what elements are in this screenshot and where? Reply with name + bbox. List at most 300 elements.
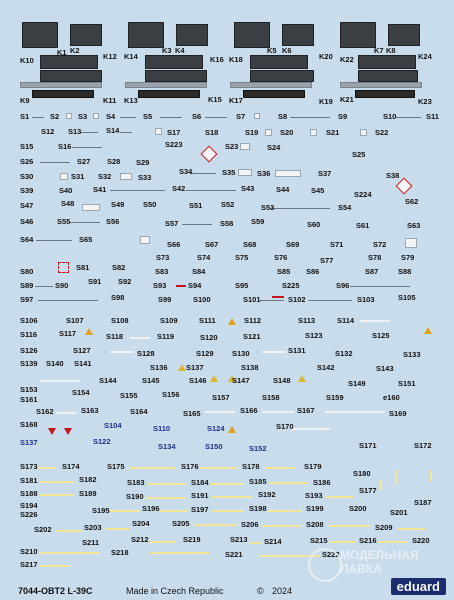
decal-number-label: S13	[68, 127, 82, 136]
decal-number-label: S47	[20, 201, 34, 210]
decal-number-label: S118	[106, 332, 124, 341]
white-stencil	[110, 351, 134, 353]
caution-triangle	[178, 364, 186, 371]
decal-number-label: S6	[192, 112, 202, 121]
decal-number-label: S83	[155, 267, 169, 276]
decal-number-label: K1	[57, 48, 67, 57]
decal-number-label: S122	[93, 437, 111, 446]
decal-number-label: S54	[338, 203, 352, 212]
decal-number-label: S78	[368, 253, 382, 262]
decal-number-label: S158	[262, 393, 280, 402]
decal-number-label: S68	[243, 240, 257, 249]
decal-number-label: S217	[20, 560, 38, 569]
decal-number-label: S129	[196, 349, 214, 358]
decal-square	[405, 238, 417, 248]
decal-number-label: S200	[349, 504, 367, 513]
decal-number-label: S180	[353, 469, 371, 478]
decal-number-label: S96	[336, 281, 350, 290]
decal-number-label: S117	[59, 329, 77, 338]
decal-square	[265, 129, 272, 136]
white-stencil	[130, 337, 150, 339]
decal-number-label: K21	[340, 95, 354, 104]
console-block	[32, 90, 94, 98]
red-arrow-decal	[48, 428, 56, 435]
side-console-k14	[145, 55, 203, 69]
yellow-stencil	[378, 541, 408, 543]
decal-number-label: S109	[160, 316, 178, 325]
caution-triangle	[228, 318, 236, 325]
decal-number-label: S204	[132, 519, 150, 528]
decal-number-label: S41	[93, 185, 107, 194]
side-console-k18	[250, 55, 308, 69]
decal-number-label: S102	[288, 295, 306, 304]
decal-number-label: S90	[55, 281, 69, 290]
white-stencil	[262, 411, 294, 413]
stencil-line	[186, 190, 236, 191]
decal-number-label: S154	[72, 388, 90, 397]
yellow-stencil	[200, 467, 238, 469]
decal-number-label: S63	[407, 221, 421, 230]
white-stencil	[325, 411, 385, 413]
side-console-k10	[40, 55, 98, 69]
console-block	[355, 90, 415, 98]
yellow-stencil	[40, 481, 74, 483]
decal-number-label: S84	[192, 267, 206, 276]
decal-number-label: S157	[212, 393, 230, 402]
yellow-stencil	[326, 496, 354, 498]
decal-number-label: S110	[153, 424, 171, 433]
decal-number-label: S151	[398, 379, 416, 388]
yellow-stencil	[268, 510, 302, 512]
yellow-stencil	[160, 510, 188, 512]
white-stencil	[360, 320, 390, 322]
yellow-stencil	[38, 467, 56, 469]
decal-number-label: S106	[20, 316, 38, 325]
decal-number-label: S169	[389, 409, 407, 418]
decal-number-label: S8	[278, 112, 288, 121]
decal-number-label: S192	[258, 490, 276, 499]
decal-number-label: S189	[79, 489, 97, 498]
decal-number-label: S85	[277, 267, 291, 276]
yellow-stencil	[395, 470, 397, 484]
yellow-stencil	[212, 510, 244, 512]
copyright-symbol: ©	[257, 586, 264, 596]
decal-number-label: S223	[165, 140, 183, 149]
decal-number-label: S163	[81, 406, 99, 415]
decal-number-label: S177	[359, 486, 377, 495]
decal-number-label: S67	[205, 240, 219, 249]
white-stencil	[290, 428, 330, 430]
decal-number-label: S100	[193, 295, 211, 304]
caution-triangle	[228, 426, 236, 433]
yellow-stencil	[250, 542, 262, 544]
decal-number-label: S171	[359, 441, 377, 450]
yellow-stencil	[56, 530, 82, 532]
white-stencil	[56, 412, 76, 414]
decal-number-label: S128	[137, 349, 155, 358]
decal-number-label: S111	[199, 316, 216, 325]
decal-square	[82, 204, 100, 211]
instrument-panel-k2	[70, 24, 102, 46]
decal-number-label: S219	[183, 535, 201, 544]
caution-triangle	[298, 375, 306, 382]
decal-number-label: S199	[306, 504, 324, 513]
caution-triangle	[85, 328, 93, 335]
decal-number-label: S121	[243, 332, 261, 341]
decal-number-label: S201	[390, 508, 408, 517]
decal-number-label: S20	[280, 128, 294, 137]
decal-number-label: K10	[20, 56, 34, 65]
stencil-line	[36, 240, 72, 241]
stencil-line	[38, 300, 98, 301]
yellow-stencil	[40, 565, 70, 567]
decal-number-label: K12	[103, 52, 117, 61]
console-strip	[340, 82, 422, 88]
decal-number-label: S43	[241, 184, 255, 193]
decal-number-label: K19	[319, 97, 333, 106]
red-stripe	[176, 285, 186, 287]
decal-number-label: S57	[165, 219, 179, 228]
yellow-stencil	[194, 524, 238, 526]
decal-number-label: S142	[317, 363, 335, 372]
decal-number-label: K16	[210, 55, 224, 64]
yellow-stencil	[110, 510, 140, 512]
decal-number-label: S24	[267, 143, 281, 152]
eduard-logo: eduard	[391, 578, 446, 595]
decal-number-label: S124	[207, 424, 225, 433]
decal-number-label: S178	[242, 462, 260, 471]
decal-number-label: S86	[306, 267, 320, 276]
decal-number-label: K15	[208, 95, 222, 104]
decal-number-label: S221	[225, 550, 243, 559]
decal-number-label: S137	[20, 438, 38, 447]
decal-number-label: S136	[150, 363, 168, 372]
decal-number-label: S89	[20, 281, 34, 290]
yellow-stencil	[265, 467, 295, 469]
decal-number-label: S176	[181, 462, 199, 471]
stencil-line	[190, 173, 216, 174]
decal-number-label: S79	[401, 253, 415, 262]
warning-diamond	[201, 146, 218, 163]
decal-number-label: S9	[338, 112, 348, 121]
decal-number-label: S2	[50, 112, 60, 121]
decal-number-label: S87	[365, 267, 379, 276]
decal-number-label: S99	[158, 295, 172, 304]
decal-square	[238, 169, 252, 176]
decal-number-label: S226	[20, 510, 38, 519]
copyright-year: 2024	[272, 586, 293, 596]
decal-number-label: S64	[20, 235, 34, 244]
set-code: 7044-OBT2 L-39C	[18, 586, 93, 596]
decal-number-label: S15	[20, 142, 34, 151]
decal-number-label: S48	[61, 199, 75, 208]
decal-number-label: S159	[326, 393, 344, 402]
console-strip	[230, 82, 312, 88]
decal-number-label: S222	[322, 550, 340, 559]
side-console-k20	[250, 70, 314, 82]
decal-number-label: K13	[124, 96, 138, 105]
decal-number-label: S123	[305, 331, 323, 340]
yellow-stencil	[380, 480, 382, 490]
decal-number-label: S168	[20, 420, 38, 429]
side-console-k24	[358, 70, 418, 82]
yellow-stencil	[262, 525, 302, 527]
stencil-line	[120, 132, 132, 133]
yellow-stencil	[398, 528, 426, 530]
caution-triangle	[210, 375, 218, 382]
decal-number-label: S19	[245, 128, 259, 137]
stencil-line	[205, 117, 227, 118]
white-stencil	[262, 351, 286, 353]
decal-number-label: S108	[111, 316, 129, 325]
decal-number-label: S42	[172, 184, 186, 193]
decal-number-label: S62	[405, 197, 419, 206]
decal-number-label: S191	[191, 491, 209, 500]
decal-square	[310, 129, 317, 136]
decal-number-label: S92	[118, 277, 132, 286]
decal-number-label: S206	[241, 520, 259, 529]
decal-number-label: S93	[153, 281, 167, 290]
side-console-k12	[40, 70, 102, 82]
decal-number-label: S224	[354, 190, 372, 199]
yellow-stencil	[430, 470, 432, 482]
decal-number-label: S25	[352, 150, 366, 159]
decal-number-label: K17	[229, 96, 243, 105]
decal-number-label: S126	[20, 346, 38, 355]
decal-number-label: K5	[267, 46, 277, 55]
red-arrow-decal	[64, 428, 72, 435]
decal-number-label: S33	[138, 173, 152, 182]
decal-number-label: S202	[34, 525, 52, 534]
stencil-line	[80, 132, 98, 133]
instrument-panel-k1	[22, 22, 58, 48]
decal-number-label: K6	[282, 46, 292, 55]
decal-number-label: K9	[20, 96, 30, 105]
decal-number-label: S50	[143, 200, 157, 209]
decal-number-label: S49	[111, 200, 125, 209]
decal-number-label: S46	[20, 217, 34, 226]
side-console-k22	[358, 55, 416, 69]
decal-square	[155, 128, 162, 135]
decal-number-label: S55	[57, 217, 71, 226]
yellow-stencil	[330, 541, 356, 543]
decal-number-label: S170	[276, 422, 294, 431]
decal-number-label: S196	[142, 504, 160, 513]
decal-number-label: K3	[162, 46, 172, 55]
stencil-line	[32, 117, 44, 118]
warning-diamond	[396, 178, 413, 195]
decal-number-label: S18	[205, 128, 219, 137]
decal-number-label: S71	[330, 240, 344, 249]
decal-number-label: S167	[297, 406, 315, 415]
decal-number-label: K24	[418, 52, 432, 61]
decal-number-label: S114	[337, 316, 355, 325]
decal-number-label: S4	[106, 112, 116, 121]
decal-number-label: S17	[167, 128, 181, 137]
decal-number-label: S214	[264, 537, 282, 546]
decal-number-label: S30	[20, 172, 34, 181]
decal-number-label: S72	[373, 240, 387, 249]
decal-number-label: S120	[200, 333, 218, 342]
decal-number-label: S162	[36, 407, 54, 416]
decal-number-label: S166	[240, 406, 258, 415]
yellow-stencil	[212, 496, 252, 498]
decal-number-label: S26	[20, 157, 34, 166]
stencil-line	[40, 162, 70, 163]
decal-number-label: S66	[167, 240, 181, 249]
decal-number-label: S134	[158, 442, 176, 451]
stencil-line	[160, 117, 182, 118]
decal-number-label: S139	[20, 359, 38, 368]
decal-number-label: S144	[99, 376, 117, 385]
decal-number-label: S198	[249, 504, 267, 513]
stencil-line	[396, 117, 421, 118]
decal-number-label: S156	[162, 390, 180, 399]
decal-number-label: S88	[398, 267, 412, 276]
decal-number-label: S29	[136, 158, 150, 167]
decal-number-label: S103	[357, 295, 375, 304]
decal-square	[66, 113, 72, 119]
decal-number-label: S225	[282, 281, 300, 290]
decal-number-label: S51	[189, 201, 203, 210]
decal-number-label: S211	[82, 538, 100, 547]
decal-number-label: S161	[20, 395, 38, 404]
stencil-line	[308, 300, 352, 301]
decal-number-label: S104	[104, 421, 122, 430]
decal-number-label: S38	[386, 171, 400, 180]
decal-number-label: K4	[175, 46, 185, 55]
decal-number-label: S187	[414, 498, 432, 507]
decal-number-label: S60	[307, 220, 321, 229]
decal-number-label: S141	[74, 359, 92, 368]
decal-number-label: S138	[241, 363, 259, 372]
decal-number-label: S116	[20, 330, 38, 339]
decal-number-label: S181	[20, 476, 38, 485]
decal-number-label: S94	[188, 281, 202, 290]
decal-number-label: S212	[131, 535, 149, 544]
decal-number-label: S58	[220, 219, 234, 228]
decal-number-label: S164	[130, 407, 148, 416]
decal-number-label: S152	[249, 444, 267, 453]
decal-number-label: S125	[372, 331, 390, 340]
decal-number-label: K20	[319, 52, 333, 61]
decal-number-label: S133	[403, 350, 421, 359]
decal-number-label: S39	[20, 186, 34, 195]
decal-number-label: e160	[383, 393, 400, 402]
red-dashed-box	[58, 262, 69, 273]
decal-number-label: S218	[111, 548, 129, 557]
instrument-panel-k6	[282, 24, 314, 46]
decal-number-label: S35	[222, 168, 236, 177]
decal-number-label: S205	[172, 519, 190, 528]
red-stripe	[272, 296, 284, 298]
decal-number-label: S32	[98, 172, 112, 181]
yellow-stencil	[270, 482, 308, 484]
decal-number-label: S149	[348, 379, 366, 388]
decal-number-label: K22	[340, 55, 354, 64]
stencil-line	[350, 286, 410, 287]
yellow-stencil	[106, 528, 130, 530]
decal-number-label: K18	[229, 55, 243, 64]
yellow-stencil	[210, 483, 244, 485]
decal-number-label: S77	[320, 256, 334, 265]
decal-number-label: S82	[112, 263, 126, 272]
decal-number-label: S61	[356, 221, 370, 230]
stencil-line	[72, 147, 102, 148]
side-console-k16	[145, 70, 207, 82]
decal-number-label: S40	[59, 186, 73, 195]
decal-number-label: S69	[286, 240, 300, 249]
decal-square	[360, 129, 367, 136]
decal-number-label: S21	[326, 128, 340, 137]
decal-number-label: S182	[79, 475, 97, 484]
watermark-ring	[308, 548, 342, 582]
stencil-line	[70, 222, 100, 223]
decal-square	[275, 170, 301, 177]
decal-number-label: S165	[183, 409, 201, 418]
decal-number-label: S179	[304, 462, 322, 471]
decal-number-label: S53	[261, 203, 275, 212]
instrument-panel-k3	[128, 22, 164, 48]
caution-triangle	[424, 327, 432, 334]
white-stencil	[205, 411, 235, 413]
decal-number-label: S132	[335, 349, 353, 358]
decal-number-label: S45	[311, 186, 325, 195]
decal-number-label: S3	[78, 112, 88, 121]
decal-number-label: S174	[62, 462, 80, 471]
decal-square	[254, 113, 260, 119]
instrument-panel-k8	[388, 24, 420, 46]
yellow-stencil	[145, 497, 185, 499]
decal-number-label: S1	[20, 112, 30, 121]
decal-number-label: S52	[221, 200, 235, 209]
stencil-line	[35, 286, 53, 287]
decal-number-label: S184	[191, 478, 209, 487]
white-stencil	[40, 380, 80, 382]
decal-number-label: S150	[205, 442, 223, 451]
decal-number-label: S197	[191, 505, 209, 514]
decal-number-label: S65	[79, 235, 93, 244]
decal-number-label: S119	[157, 332, 175, 341]
decal-number-label: S172	[414, 441, 432, 450]
decal-number-label: K7	[374, 46, 384, 55]
decal-number-label: S209	[375, 523, 393, 532]
decal-number-label: S137	[186, 363, 204, 372]
decal-number-label: S97	[20, 295, 34, 304]
yellow-stencil	[40, 552, 100, 554]
decal-number-label: S195	[92, 506, 110, 515]
decal-number-label: S36	[257, 169, 271, 178]
stencil-line	[290, 117, 330, 118]
stencil-line	[260, 300, 284, 301]
decal-number-label: S74	[197, 253, 211, 262]
decal-number-label: S190	[126, 492, 144, 501]
yellow-stencil	[330, 525, 370, 527]
decal-number-label: S173	[20, 462, 38, 471]
decal-number-label: S145	[142, 376, 160, 385]
decal-number-label: S73	[156, 253, 170, 262]
decal-number-label: S175	[107, 462, 125, 471]
decal-square	[93, 113, 99, 119]
decal-number-label: S127	[73, 346, 91, 355]
instrument-panel-k4	[176, 24, 208, 46]
decal-number-label: S215	[310, 536, 328, 545]
decal-number-label: S153	[20, 385, 38, 394]
yellow-stencil	[130, 467, 175, 469]
instrument-panel-k5	[234, 22, 270, 48]
decal-number-label: S208	[306, 520, 324, 529]
decal-number-label: S16	[58, 142, 72, 151]
